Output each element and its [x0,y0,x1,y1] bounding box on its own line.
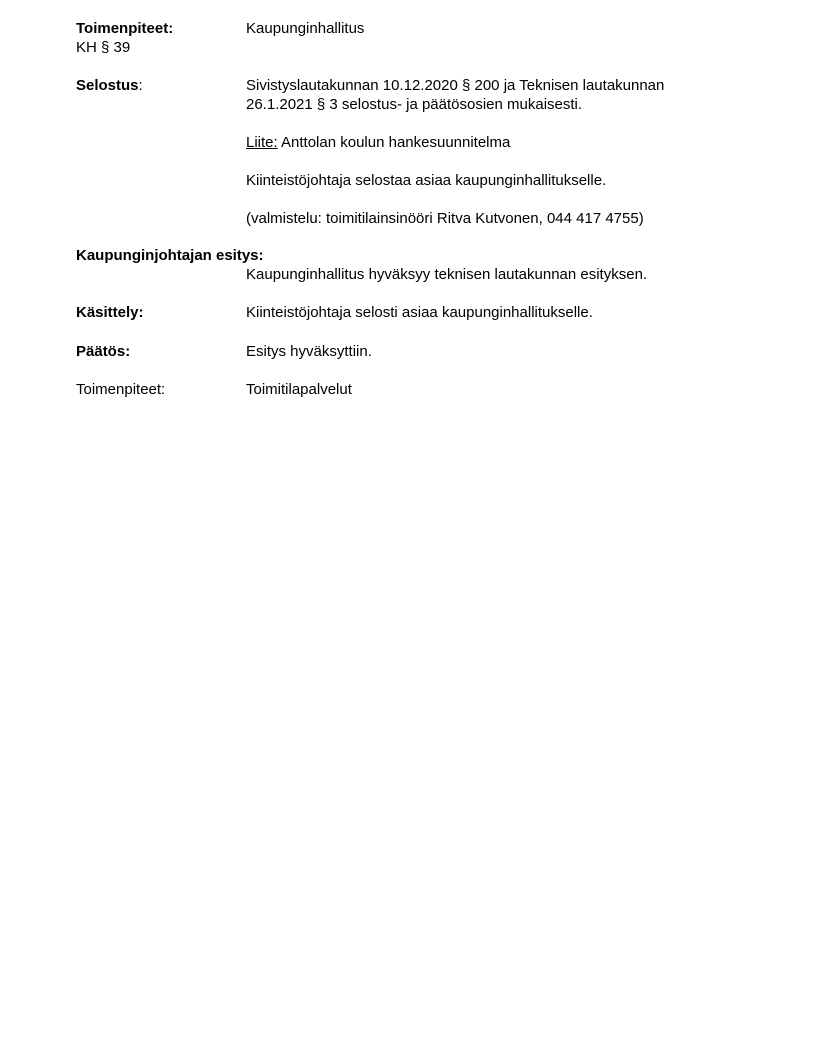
selostus-label-wrap [76,76,246,95]
toimenpiteet-footer-section [76,380,756,400]
kasittely-value: Kiinteistöjohtaja selosti asiaa kaupunginhallitukselle. [246,304,593,321]
selostus-body [246,76,756,228]
paatos-label: Päätös: [76,343,131,360]
toimenpiteet-header-section [76,19,756,59]
selostus-label: Selostus [76,77,139,94]
attachment-text: Anttolan koulun hankesuunnitelma [277,134,511,151]
selostus-paragraph-2: Kiinteistöjohtaja selostaa asiaa kaupunginhallitukselle. [246,172,607,189]
toimenpiteet-footer-value: Toimitilapalvelut [246,381,352,398]
esitys-section [76,246,756,286]
kh-section-number: KH § 39 [76,39,131,56]
selostus-paragraph-3: (valmistelu: toimitilainsinööri Ritva Kutvonen, 044 417 4755) [246,210,644,227]
esitys-label: Kaupunginjohtajan esitys: [76,247,264,264]
attachment-line [246,133,756,152]
selostus-label-colon: : [138,77,143,94]
toimenpiteet-footer-label: Toimenpiteet: [76,381,166,398]
paatos-section [76,342,756,362]
toimenpiteet-header-value: Kaupunginhallitus [246,20,365,37]
esitys-value: Kaupunginhallitus hyväksyy teknisen lautakunnan esityksen. [246,266,648,283]
paatos-value: Esitys hyväksyttiin. [246,343,372,360]
attachment-label: Liite: [246,134,278,151]
selostus-section [76,76,756,236]
selostus-paragraph-1-line-1: Sivistyslautakunnan 10.12.2020 § 200 ja Teknisen lautakunnan [246,77,665,94]
selostus-paragraph-1-line-2: 26.1.2021 § 3 selostus- ja päätösosien mukaisesti. [246,96,583,113]
kasittely-section [76,303,756,323]
kasittely-label: Käsittely: [76,304,144,321]
toimenpiteet-header-label: Toimenpiteet: [76,20,174,37]
